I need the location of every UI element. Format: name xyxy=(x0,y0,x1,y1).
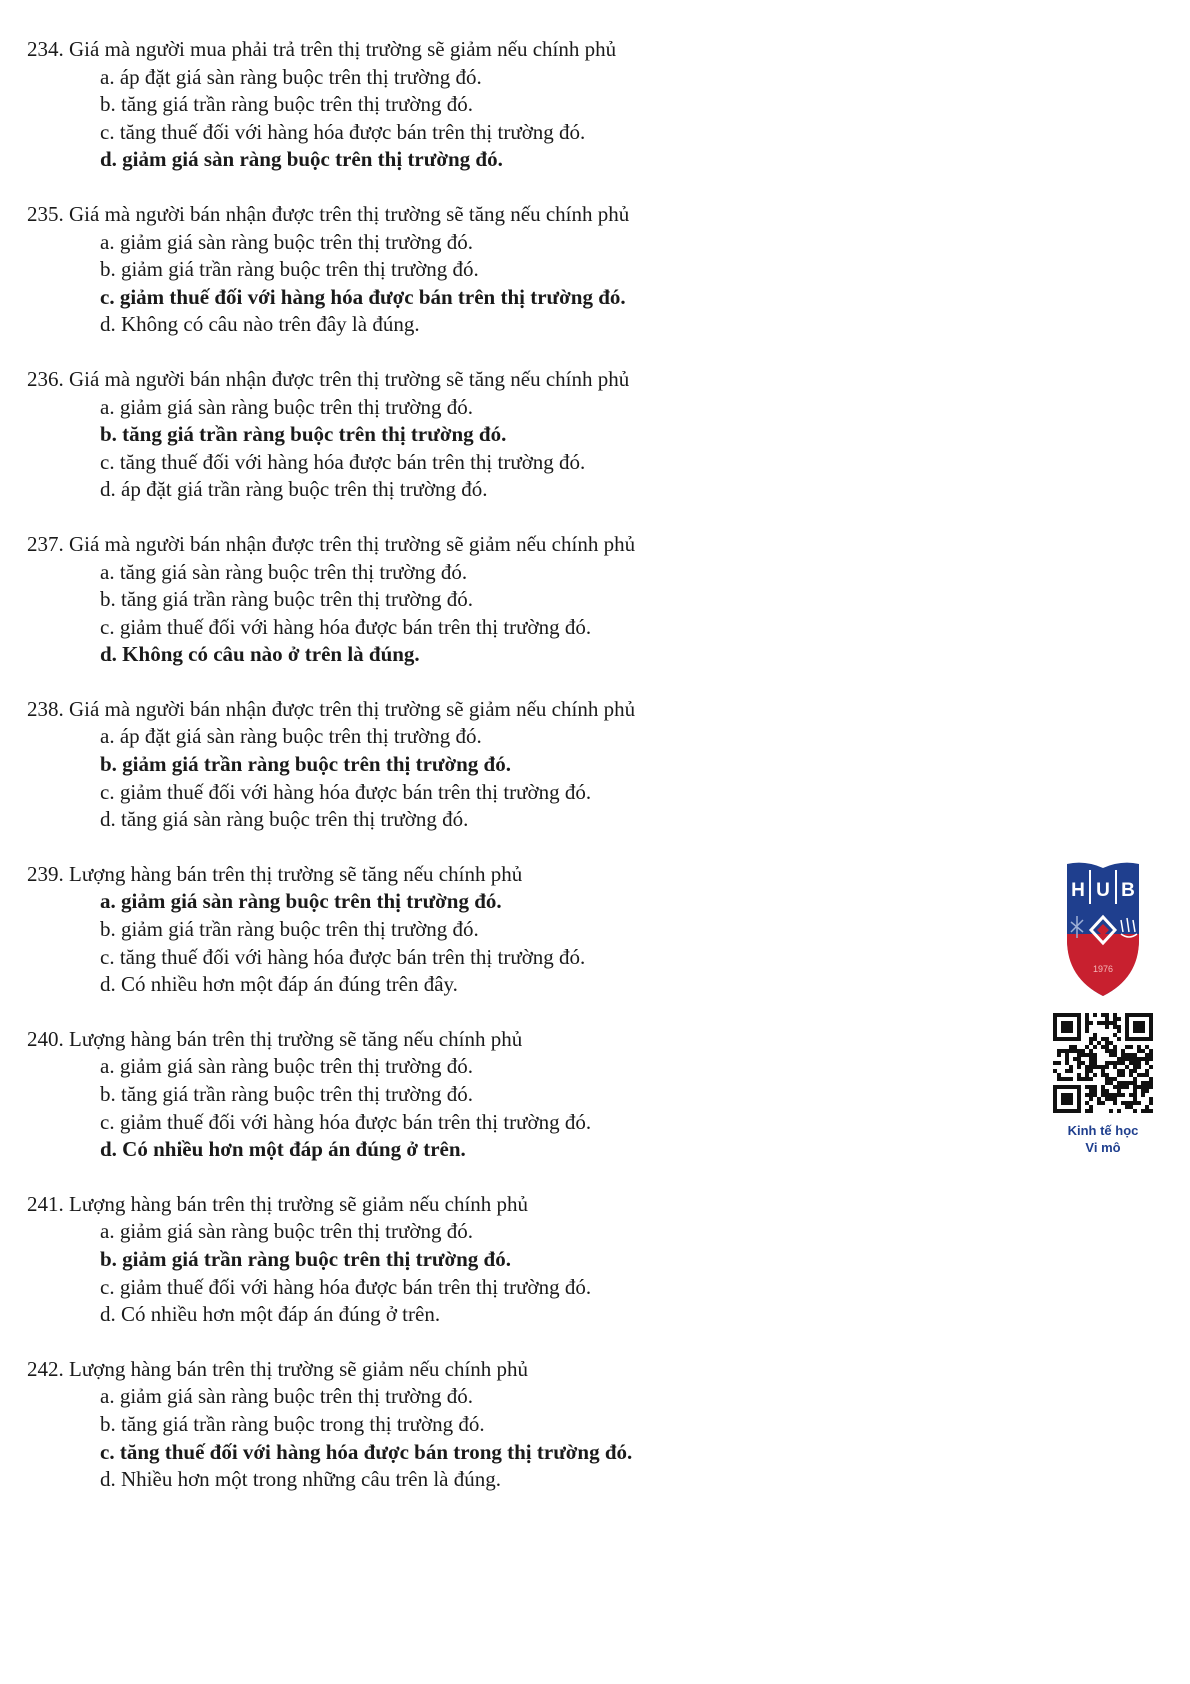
question-item xyxy=(27,1356,927,1494)
answer-list xyxy=(27,723,927,833)
answer-list xyxy=(27,229,927,339)
question-stem: 236. Giá mà người bán nhận được trên thị trường sẽ tăng nếu chính phủ xyxy=(27,366,630,391)
question-stem: 241. Lượng hàng bán trên thị trường sẽ giảm nếu chính phủ xyxy=(27,1191,529,1216)
answer-option: c. giảm thuế đối với hàng hóa được bán trên thị trường đó. xyxy=(100,1274,592,1299)
question-stem: 238. Giá mà người bán nhận được trên thị trường sẽ giảm nếu chính phủ xyxy=(27,696,636,721)
answer-option: d. tăng giá sàn ràng buộc trên thị trường đó. xyxy=(100,807,469,832)
answer-option: a. giảm giá sàn ràng buộc trên thị trường đó. xyxy=(100,1384,473,1409)
answer-option: c. giảm thuế đối với hàng hóa được bán trên thị trường đó. xyxy=(100,779,592,804)
answer-option: c. giảm thuế đối với hàng hóa được bán trên thị trường đó. xyxy=(100,614,592,639)
answer-option: a. áp đặt giá sàn ràng buộc trên thị trường đó. xyxy=(100,64,482,89)
question-item xyxy=(27,696,927,834)
answer-option: b. giảm giá trần ràng buộc trên thị trường đó. xyxy=(100,917,479,942)
answer-option: d. áp đặt giá trần ràng buộc trên thị trường đó. xyxy=(100,477,488,502)
answer-option-correct: d. giảm giá sàn ràng buộc trên thị trường đó. xyxy=(100,147,503,172)
answer-option: b. tăng giá trần ràng buộc trên thị trường đó. xyxy=(100,92,473,117)
answer-option: c. tăng thuế đối với hàng hóa được bán trên thị trường đó. xyxy=(100,119,586,144)
question-stem: 234. Giá mà người mua phải trả trên thị trường sẽ giảm nếu chính phủ xyxy=(27,37,617,61)
qr-caption-subtitle: Vi mô xyxy=(1085,1140,1121,1155)
question-stem: 239. Lượng hàng bán trên thị trường sẽ tăng nếu chính phủ xyxy=(27,861,523,886)
answer-option: a. tăng giá sàn ràng buộc trên thị trường đó. xyxy=(100,559,468,584)
answer-list xyxy=(27,64,927,174)
answer-option: d. Có nhiều hơn một đáp án đúng trên đây. xyxy=(100,972,458,997)
question-stem: 242. Lượng hàng bán trên thị trường sẽ giảm nếu chính phủ xyxy=(27,1356,529,1381)
answer-option: b. tăng giá trần ràng buộc trong thị trường đó. xyxy=(100,1411,485,1436)
question-item xyxy=(27,36,927,174)
answer-list xyxy=(27,1383,927,1493)
answer-option-correct: b. tăng giá trần ràng buộc trên thị trường đó. xyxy=(100,422,507,447)
answer-option: c. tăng thuế đối với hàng hóa được bán trên thị trường đó. xyxy=(100,944,586,969)
answer-option: b. tăng giá trần ràng buộc trên thị trường đó. xyxy=(100,1082,473,1106)
answer-list xyxy=(27,559,927,669)
answer-option: a. giảm giá sàn ràng buộc trên thị trường đó. xyxy=(100,394,473,419)
logo-year: 1976 xyxy=(1092,964,1114,974)
answer-option-correct: b. giảm giá trần ràng buộc trên thị trường đó. xyxy=(100,1246,511,1271)
question-stem: 235. Giá mà người bán nhận được trên thị trường sẽ tăng nếu chính phủ xyxy=(27,201,630,226)
question-stem: 237. Giá mà người bán nhận được trên thị trường sẽ giảm nếu chính phủ xyxy=(27,531,636,556)
answer-option: a. áp đặt giá sàn ràng buộc trên thị trường đó. xyxy=(100,724,482,749)
question-item xyxy=(27,531,927,669)
qr-code-icon xyxy=(1053,1013,1153,1113)
question-list xyxy=(27,36,927,1521)
answer-option: b. giảm giá trần ràng buộc trên thị trường đó. xyxy=(100,257,479,282)
answer-option: a. giảm giá sàn ràng buộc trên thị trường đó. xyxy=(100,229,473,254)
answer-option: c. tăng thuế đối với hàng hóa được bán trên thị trường đó. xyxy=(100,449,586,474)
answer-option-correct: d. Có nhiều hơn một đáp án đúng ở trên. xyxy=(100,1137,466,1162)
answer-list xyxy=(27,888,927,998)
answer-option-correct: b. giảm giá trần ràng buộc trên thị trường đó. xyxy=(100,752,511,777)
qr-caption-title: Kinh tế học xyxy=(1067,1123,1139,1138)
question-item xyxy=(27,1191,927,1329)
question-item xyxy=(27,201,927,339)
answer-option: d. Nhiều hơn một trong những câu trên là đúng. xyxy=(100,1467,501,1492)
answer-option: a. giảm giá sàn ràng buộc trên thị trường đó. xyxy=(100,1054,473,1079)
logo-letter-h: H xyxy=(1071,880,1085,901)
answer-option-correct: a. giảm giá sàn ràng buộc trên thị trường đó. xyxy=(100,889,502,914)
answer-option-correct: d. Không có câu nào ở trên là đúng. xyxy=(100,642,420,667)
answer-list xyxy=(27,1218,927,1328)
answer-option: d. Không có câu nào trên đây là đúng. xyxy=(100,312,420,337)
hub-logo-shield-icon xyxy=(1063,860,1143,1000)
answer-option: d. Có nhiều hơn một đáp án đúng ở trên. xyxy=(100,1302,441,1327)
answer-option: a. giảm giá sàn ràng buộc trên thị trường đó. xyxy=(100,1219,473,1244)
logo-letter-u: U xyxy=(1096,880,1110,901)
answer-option-correct: c. giảm thuế đối với hàng hóa được bán trên thị trường đó. xyxy=(100,284,626,309)
answer-option: b. tăng giá trần ràng buộc trên thị trường đó. xyxy=(100,587,473,612)
answer-list xyxy=(27,1053,927,1163)
question-item xyxy=(27,366,927,504)
question-item xyxy=(27,861,927,999)
answer-option-correct: c. tăng thuế đối với hàng hóa được bán trong thị trường đó. xyxy=(100,1439,633,1464)
question-stem: 240. Lượng hàng bán trên thị trường sẽ tăng nếu chính phủ xyxy=(27,1026,523,1051)
qr-caption xyxy=(1043,1122,1163,1156)
logo-letter-b: B xyxy=(1121,880,1135,901)
answer-list xyxy=(27,394,927,504)
question-item xyxy=(27,1026,927,1164)
answer-option: c. giảm thuế đối với hàng hóa được bán trên thị trường đó. xyxy=(100,1109,592,1134)
